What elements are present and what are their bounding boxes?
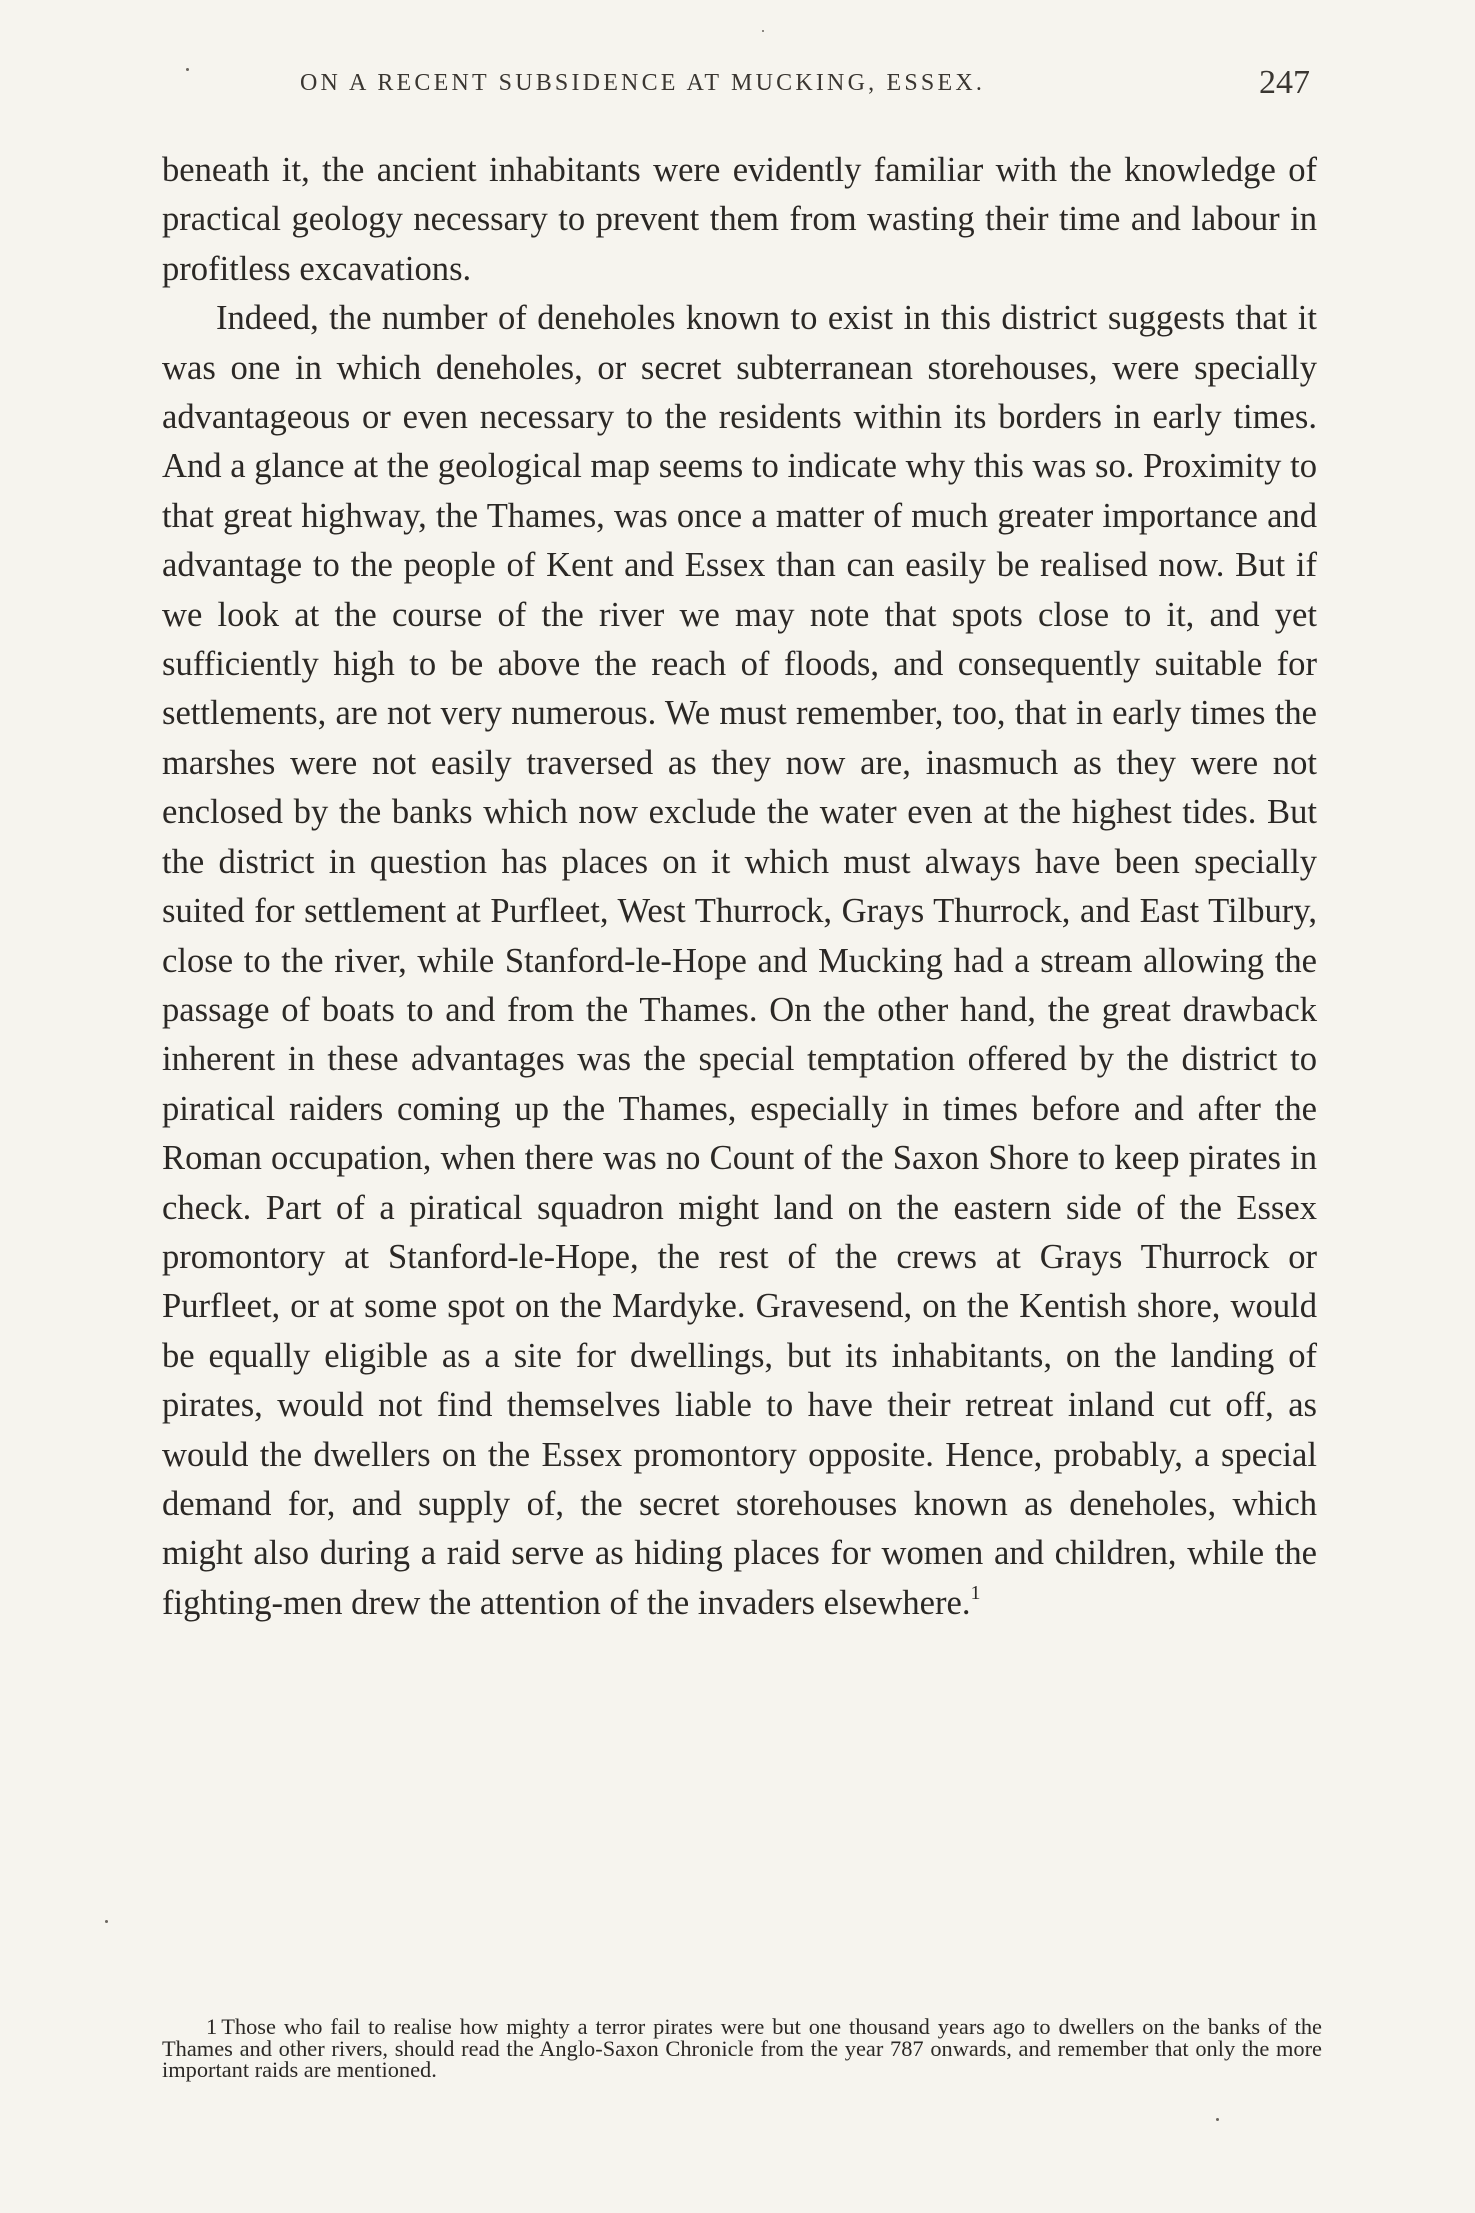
page-number: 247 xyxy=(1259,64,1310,101)
paragraph-main-text: Indeed, the number of deneholes known to exist in this district suggests that it was one in which deneholes, or secret subterranean storehouses, were specially advantageous or even necessary to the residents within its borders in early times. And a glance at the geological map seems to indicate why this was so. Proximity to that great highway, the Thames, was once a matter of much greater importance and advantage to the people of Kent and Essex than can easily be realised now. But if we look at the course of the river we may note that spots close to it, and yet sufficiently high to be above the reach of floods, and consequently suitable for settlements, are not very numerous. We must remember, too, that in early times the marshes were not easily traversed as they now are, inasmuch as they were not enclosed by the banks which now exclude the water even at the highest tides. But the district in question has places on it which must always have been specially suited for settlement at Purfleet, West Thurrock, Grays Thurrock, and East Tilbury, close to the river, while Stanford-le-Hope and Mucking had a stream allowing the passage of boats to and from the Thames. On the other hand, the great drawback inherent in these advantages was the special temptation offered by the district to piratical raiders coming up the Thames, especially in times before and after the Roman occupation, when there was no Count of the Saxon Shore to keep pirates in check. Part of a piratical squadron might land on the eastern side of the Essex promontory at Stanford-le-Hope, the rest of the crews at Grays Thurrock or Purfleet, or at some spot on the Mardyke. Gravesend, on the Kentish shore, would be equally eligible as a site for dwellings, but its inhabitants, on the landing of pirates, would not find themselves liable to have their retreat inland cut off, as would the dwellers on the Essex promontory opposite. Hence, probably, a special demand for, and supply of, the secret storehouses known as deneholes, which might also during a raid serve as hiding places for women and children, while the fighting-men drew the attention of the invaders elsewhere. xyxy=(162,299,1317,1622)
print-speck xyxy=(1216,2118,1219,2121)
footnote xyxy=(162,2016,1322,2081)
print-speck xyxy=(762,30,764,32)
footnote-reference[interactable]: 1 xyxy=(970,1582,981,1605)
paragraph-continuation: beneath it, the ancient inhabitants were evidently familiar with the knowledge of practical geology necessary to prevent them from wasting their time and labour in profitless excavations. xyxy=(162,151,1317,288)
print-speck xyxy=(186,68,189,71)
paragraph-main xyxy=(162,294,1317,1628)
running-head xyxy=(160,64,1320,114)
footnote-text: Those who fail to realise how mighty a terror pirates were but one thousand years ago to dwellers on the banks of the Thames and other rivers, should read the Anglo-Saxon Chronicle from the year 787 onwards, and remember that only the more important raids are mentioned. xyxy=(162,2014,1322,2083)
body-text xyxy=(162,146,1317,1628)
running-title: ON A RECENT SUBSIDENCE AT MUCKING, ESSEX. xyxy=(300,70,986,96)
footnote-marker: 1 xyxy=(206,2014,218,2039)
print-speck xyxy=(105,1920,108,1923)
